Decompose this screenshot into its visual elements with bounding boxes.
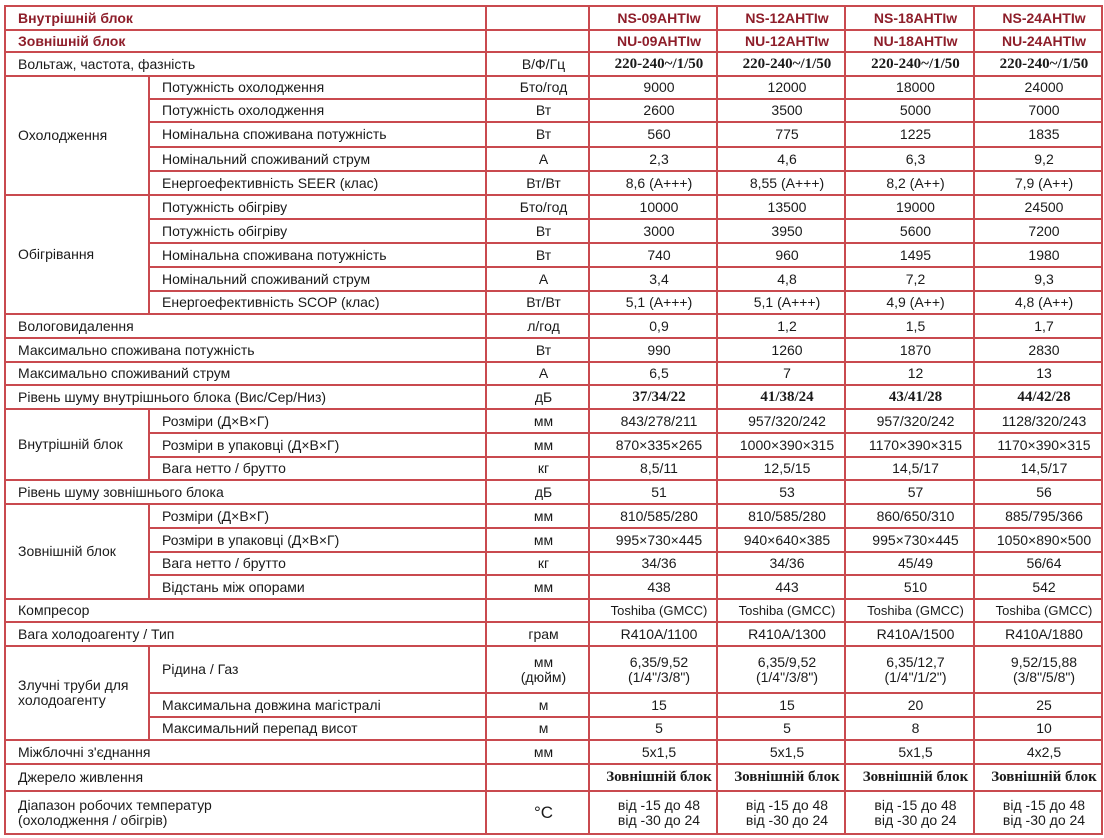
row-value: 41/38/24 (717, 385, 845, 409)
row-unit: Вт (486, 338, 589, 362)
unit-cell (486, 6, 589, 30)
row-value: 2600 (589, 99, 717, 122)
row-value: 45/49 (845, 552, 974, 575)
row-value: 9,3 (974, 267, 1102, 291)
cooling-range: від -15 до 48 (1002, 796, 1086, 813)
row-value (974, 646, 1102, 693)
row-value: 542 (974, 575, 1102, 599)
table-row (5, 646, 1102, 693)
table-row (5, 171, 1102, 195)
heating-range: від -30 до 24 (874, 811, 957, 828)
row-value: R410A/1300 (717, 622, 845, 646)
row-value: 4,8 (A++) (974, 291, 1102, 314)
row-value: Зовнішній блок (974, 764, 1102, 791)
row-value: Toshiba (GMCC) (589, 599, 717, 622)
row-value: 220-240~/1/50 (717, 52, 845, 76)
row-value: 1495 (845, 243, 974, 267)
row-value: 1170×390×315 (845, 433, 974, 457)
row-value (845, 791, 974, 834)
group-label-line: Злучні труби для (18, 677, 129, 693)
row-unit: Вт (486, 243, 589, 267)
row-unit: мм (486, 409, 589, 433)
row-label: Потужність обігріву (149, 219, 486, 243)
indoor-model-row (5, 6, 1102, 30)
row-value: 14,5/17 (974, 457, 1102, 480)
row-value: 8,6 (A+++) (589, 171, 717, 195)
row-value (717, 791, 845, 834)
row-value: 957/320/242 (845, 409, 974, 433)
row-value: 510 (845, 575, 974, 599)
row-unit: кг (486, 552, 589, 575)
outdoor-model: NU-09AHTIw (589, 30, 717, 52)
row-unit: Вт (486, 219, 589, 243)
row-value: 24500 (974, 195, 1102, 219)
table-row (5, 314, 1102, 338)
indoor-model: NS-18AHTIw (845, 6, 974, 30)
row-label (5, 791, 486, 834)
row-label: Номінальний споживаний струм (149, 147, 486, 171)
row-value: R410A/1500 (845, 622, 974, 646)
heating-range: від -30 до 24 (745, 811, 829, 828)
row-unit (486, 764, 589, 791)
heating-range: від -30 до 24 (1002, 811, 1086, 828)
row-value: Toshiba (GMCC) (845, 599, 974, 622)
value-mm: 6,35/9,52 (757, 653, 817, 670)
row-value: 560 (589, 122, 717, 147)
group-label-line: холодоагенту (18, 692, 106, 708)
table-row (5, 622, 1102, 646)
row-unit (486, 646, 589, 693)
row-label: Міжблочні з'єднання (5, 740, 486, 764)
row-unit: Вт/Вт (486, 171, 589, 195)
row-value: 810/585/280 (589, 504, 717, 528)
row-unit: Бто/год (486, 76, 589, 99)
row-value: 34/36 (589, 552, 717, 575)
row-unit: мм (486, 528, 589, 552)
table-row (5, 599, 1102, 622)
indoor-block-label: Внутрішній блок (5, 6, 486, 30)
row-label: Рідина / Газ (149, 646, 486, 693)
row-value: 2830 (974, 338, 1102, 362)
row-value: 1,7 (974, 314, 1102, 338)
spec-table (4, 5, 1103, 835)
row-value: 3000 (589, 219, 717, 243)
row-label: Потужність обігріву (149, 195, 486, 219)
row-value: 3950 (717, 219, 845, 243)
row-unit: Вт/Вт (486, 291, 589, 314)
row-value: 24000 (974, 76, 1102, 99)
row-value: 14,5/17 (845, 457, 974, 480)
row-unit: кг (486, 457, 589, 480)
cooling-range: від -15 до 48 (617, 796, 701, 813)
row-value: 6,3 (845, 147, 974, 171)
row-value: 870×335×265 (589, 433, 717, 457)
value-mm: 6,35/9,52 (629, 653, 689, 670)
row-unit: А (486, 267, 589, 291)
row-value: 19000 (845, 195, 974, 219)
indoor-model: NS-09AHTIw (589, 6, 717, 30)
row-label: Енергоефективність SCOP (клас) (149, 291, 486, 314)
row-value: 6,5 (589, 362, 717, 385)
row-value: 5000 (845, 99, 974, 122)
table-row (5, 243, 1102, 267)
table-row (5, 693, 1102, 717)
outdoor-block-label: Зовнішній блок (5, 30, 486, 52)
row-value: 9,2 (974, 147, 1102, 171)
row-value: 2,3 (589, 147, 717, 171)
group-label-outdoor-unit: Зовнішній блок (5, 504, 149, 599)
table-row (5, 52, 1102, 76)
row-value: 1,2 (717, 314, 845, 338)
row-value: 885/795/366 (974, 504, 1102, 528)
row-value: 53 (717, 480, 845, 504)
row-value: 7,9 (A++) (974, 171, 1102, 195)
row-value: 220-240~/1/50 (589, 52, 717, 76)
row-unit: А (486, 362, 589, 385)
row-label: Енергоефективність SEER (клас) (149, 171, 486, 195)
row-value: 1170×390×315 (974, 433, 1102, 457)
row-value: 4,9 (A++) (845, 291, 974, 314)
row-value: 995×730×445 (845, 528, 974, 552)
row-value: 957/320/242 (717, 409, 845, 433)
row-value: 438 (589, 575, 717, 599)
row-value: 843/278/211 (589, 409, 717, 433)
table-row (5, 791, 1102, 834)
row-label: Відстань між опорами (149, 575, 486, 599)
cooling-range: від -15 до 48 (745, 796, 829, 813)
row-label: Компресор (5, 599, 486, 622)
row-value: 960 (717, 243, 845, 267)
row-label: Рівень шуму зовнішнього блока (5, 480, 486, 504)
unit-cell (486, 30, 589, 52)
row-value: 18000 (845, 76, 974, 99)
row-value: 15 (589, 693, 717, 717)
value-inch: (1/4"/1/2") (884, 668, 947, 685)
row-value: 37/34/22 (589, 385, 717, 409)
row-value: 4,8 (717, 267, 845, 291)
row-unit: А (486, 147, 589, 171)
row-unit: дБ (486, 385, 589, 409)
label-line: Діапазон робочих температур (18, 796, 212, 813)
table-row (5, 362, 1102, 385)
row-label: Максимально споживана потужність (5, 338, 486, 362)
value-inch: (1/4"/3/8") (755, 668, 819, 685)
row-unit: мм (486, 433, 589, 457)
row-value: 25 (974, 693, 1102, 717)
row-value: 15 (717, 693, 845, 717)
row-value: 810/585/280 (717, 504, 845, 528)
row-value: 443 (717, 575, 845, 599)
row-value: 1050×890×500 (974, 528, 1102, 552)
table-row (5, 267, 1102, 291)
row-value: 56/64 (974, 552, 1102, 575)
row-value (589, 646, 717, 693)
row-value (589, 791, 717, 834)
row-value: 5 (589, 717, 717, 740)
outdoor-model: NU-18AHTIw (845, 30, 974, 52)
table-row (5, 575, 1102, 599)
row-value: 5,1 (A+++) (717, 291, 845, 314)
table-row (5, 528, 1102, 552)
unit-line: (дюйм) (520, 668, 567, 685)
row-value: 13500 (717, 195, 845, 219)
row-label: Джерело живлення (5, 764, 486, 791)
row-value: 13 (974, 362, 1102, 385)
row-value: 220-240~/1/50 (845, 52, 974, 76)
unit-line: мм (533, 653, 554, 670)
row-label: Вага нетто / брутто (149, 552, 486, 575)
row-value: 5600 (845, 219, 974, 243)
row-value: 9000 (589, 76, 717, 99)
outdoor-model-row (5, 30, 1102, 52)
row-value: 990 (589, 338, 717, 362)
row-label: Вольтаж, частота, фазність (5, 52, 486, 76)
row-value (974, 791, 1102, 834)
row-unit: Бто/год (486, 195, 589, 219)
heating-range: від -30 до 24 (617, 811, 701, 828)
row-unit: дБ (486, 480, 589, 504)
row-value: 8,5/11 (589, 457, 717, 480)
row-label: Розміри в упаковці (Д×В×Г) (149, 433, 486, 457)
row-unit (486, 599, 589, 622)
row-value: 10 (974, 717, 1102, 740)
row-value (717, 646, 845, 693)
row-value: 220-240~/1/50 (974, 52, 1102, 76)
row-value: Зовнішній блок (717, 764, 845, 791)
row-unit: м (486, 693, 589, 717)
row-value: 740 (589, 243, 717, 267)
row-unit: мм (486, 740, 589, 764)
row-value: 4x2,5 (974, 740, 1102, 764)
row-value: 1260 (717, 338, 845, 362)
table-row (5, 480, 1102, 504)
row-value: 4,6 (717, 147, 845, 171)
row-value: 57 (845, 480, 974, 504)
row-unit: Вт (486, 122, 589, 147)
row-label: Вага холодоагенту / Тип (5, 622, 486, 646)
row-value: 860/650/310 (845, 504, 974, 528)
row-label: Потужність охолодження (149, 76, 486, 99)
row-label: Вологовидалення (5, 314, 486, 338)
row-value: 1128/320/243 (974, 409, 1102, 433)
table-row (5, 122, 1102, 147)
row-label: Номінальна споживана потужність (149, 243, 486, 267)
row-value: 7000 (974, 99, 1102, 122)
row-label: Розміри (Д×В×Г) (149, 504, 486, 528)
table-row (5, 457, 1102, 480)
row-value: Toshiba (GMCC) (974, 599, 1102, 622)
row-value: R410A/1880 (974, 622, 1102, 646)
row-label: Максимально споживаний струм (5, 362, 486, 385)
row-label: Максимальна довжина магістралі (149, 693, 486, 717)
row-value: 7200 (974, 219, 1102, 243)
value-inch: (3/8"/5/8") (1012, 668, 1076, 685)
table-row (5, 504, 1102, 528)
row-value: Toshiba (GMCC) (717, 599, 845, 622)
cooling-range: від -15 до 48 (874, 796, 957, 813)
row-value: 5 (717, 717, 845, 740)
row-value: 43/41/28 (845, 385, 974, 409)
table-row (5, 740, 1102, 764)
indoor-model: NS-24AHTIw (974, 6, 1102, 30)
row-value: 56 (974, 480, 1102, 504)
indoor-model: NS-12AHTIw (717, 6, 845, 30)
row-value: 12,5/15 (717, 457, 845, 480)
table-row (5, 76, 1102, 99)
table-row (5, 764, 1102, 791)
table-row (5, 219, 1102, 243)
row-value: 5,1 (A+++) (589, 291, 717, 314)
row-value: 8,55 (A+++) (717, 171, 845, 195)
row-value: 995×730×445 (589, 528, 717, 552)
outdoor-model: NU-24AHTIw (974, 30, 1102, 52)
row-unit: мм (486, 504, 589, 528)
table-row (5, 717, 1102, 740)
table-row (5, 147, 1102, 171)
row-value: 3500 (717, 99, 845, 122)
row-label: Розміри в упаковці (Д×В×Г) (149, 528, 486, 552)
row-label: Номінальний споживаний струм (149, 267, 486, 291)
row-unit: Вт (486, 99, 589, 122)
row-value: 20 (845, 693, 974, 717)
group-label-cooling: Охолодження (5, 76, 149, 195)
row-value: 8 (845, 717, 974, 740)
row-label: Вага нетто / брутто (149, 457, 486, 480)
row-value: 5x1,5 (589, 740, 717, 764)
table-row (5, 552, 1102, 575)
row-label: Максимальний перепад висот (149, 717, 486, 740)
row-value: 775 (717, 122, 845, 147)
row-value: 1835 (974, 122, 1102, 147)
row-value: Зовнішній блок (845, 764, 974, 791)
row-label: Рівень шуму внутрішнього блока (Вис/Сер/Низ) (5, 385, 486, 409)
row-value: 1000×390×315 (717, 433, 845, 457)
row-value: 10000 (589, 195, 717, 219)
row-value: 5x1,5 (717, 740, 845, 764)
group-label-pipes (5, 646, 149, 740)
row-value: 1225 (845, 122, 974, 147)
group-label-indoor-unit: Внутрішній блок (5, 409, 149, 480)
row-value: 51 (589, 480, 717, 504)
row-value: 1,5 (845, 314, 974, 338)
label-line: (охолодження / обігрів) (18, 811, 168, 828)
value-inch: (1/4"/3/8") (627, 668, 691, 685)
value-mm: 9,52/15,88 (1010, 653, 1078, 670)
row-value: 7 (717, 362, 845, 385)
row-value: 12000 (717, 76, 845, 99)
row-value: 0,9 (589, 314, 717, 338)
row-unit: м (486, 717, 589, 740)
row-value: 44/42/28 (974, 385, 1102, 409)
row-value: 5x1,5 (845, 740, 974, 764)
row-label: Номінальна споживана потужність (149, 122, 486, 147)
row-value: Зовнішній блок (589, 764, 717, 791)
table-row (5, 409, 1102, 433)
row-value: 8,2 (A++) (845, 171, 974, 195)
row-unit: л/год (486, 314, 589, 338)
row-value: 34/36 (717, 552, 845, 575)
row-value: 1870 (845, 338, 974, 362)
value-mm: 6,35/12,7 (886, 653, 945, 670)
table-row (5, 433, 1102, 457)
row-value: 3,4 (589, 267, 717, 291)
table-row (5, 99, 1102, 122)
row-unit: мм (486, 575, 589, 599)
table-row (5, 291, 1102, 314)
outdoor-model: NU-12AHTIw (717, 30, 845, 52)
table-row (5, 385, 1102, 409)
table-row (5, 338, 1102, 362)
row-label: Розміри (Д×В×Г) (149, 409, 486, 433)
table-row (5, 195, 1102, 219)
row-unit: °C (486, 791, 589, 834)
row-value: 940×640×385 (717, 528, 845, 552)
row-value (845, 646, 974, 693)
row-value: R410A/1100 (589, 622, 717, 646)
row-unit: грам (486, 622, 589, 646)
row-value: 7,2 (845, 267, 974, 291)
row-value: 1980 (974, 243, 1102, 267)
group-label-heating: Обігрівання (5, 195, 149, 314)
row-label: Потужність охолодження (149, 99, 486, 122)
row-value: 12 (845, 362, 974, 385)
row-unit: В/Ф/Гц (486, 52, 589, 76)
